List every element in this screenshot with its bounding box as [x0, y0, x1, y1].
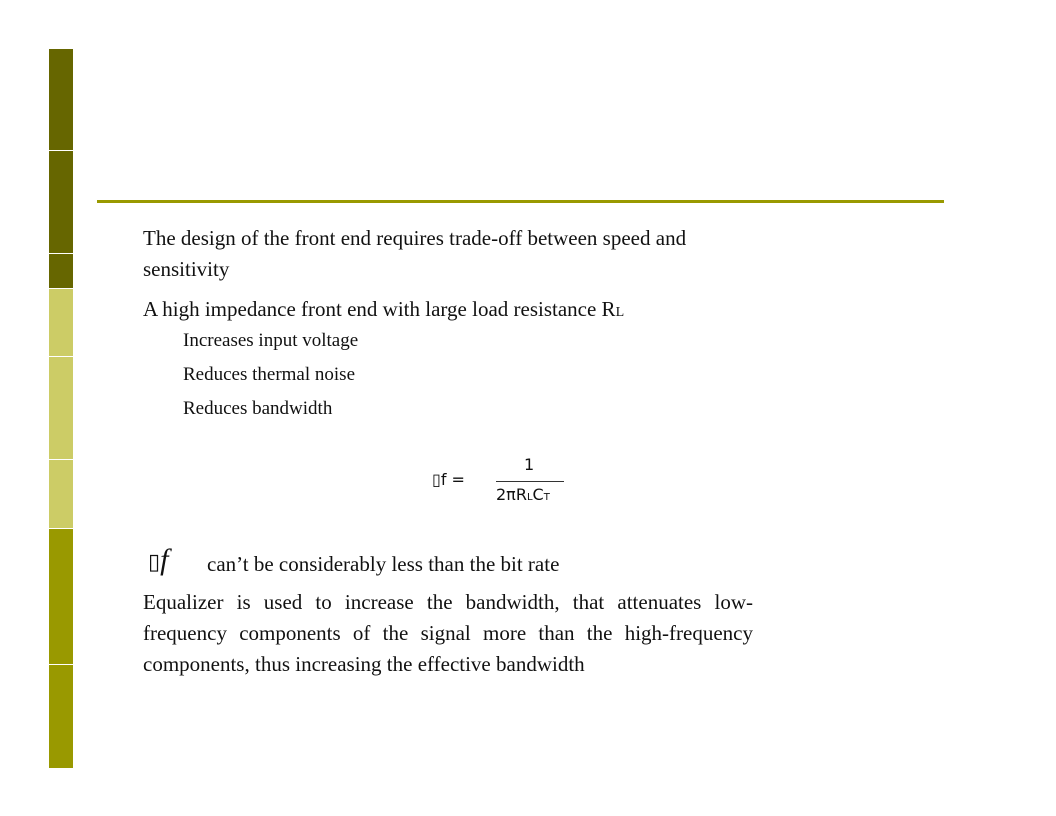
formula-numerator: 1	[524, 455, 535, 474]
delta-icon: ▯	[432, 470, 441, 489]
fraction-bar	[496, 481, 564, 482]
sidebar-block	[49, 289, 73, 356]
formula-den-sub1: L	[526, 492, 533, 503]
formula-lhs	[432, 470, 465, 489]
bandwidth-formula	[432, 450, 572, 510]
formula-den-c: C	[532, 485, 544, 504]
sidebar-block	[49, 49, 73, 150]
formula-den-sub2: T	[543, 492, 550, 503]
sidebar-block	[49, 460, 73, 528]
formula-denominator	[496, 485, 550, 504]
title-divider	[97, 200, 944, 203]
sidebar-block	[49, 151, 73, 253]
bullet-item: Reduces thermal noise	[183, 364, 356, 385]
subscript-l: L	[615, 305, 625, 320]
equalizer-paragraph: Equalizer is used to increase the bandwidth, that attenuates low-frequency components of the signal more than the high-frequency components, thus increasing the effective bandwidth	[143, 590, 753, 676]
sidebar-block	[49, 529, 73, 664]
high-impedance-text: A high impedance front end with large load resistance R	[143, 297, 616, 321]
bit-rate-text: can’t be considerably less than the bit rate	[207, 552, 560, 576]
delta-f-symbol	[148, 543, 168, 577]
sidebar-block	[49, 254, 73, 288]
intro-paragraph: The design of the front end requires trade-off between speed and sensitivity	[143, 226, 687, 281]
formula-lhs-text: f =	[440, 470, 465, 489]
sidebar-decoration	[49, 49, 73, 768]
formula-den-main: 2πR	[496, 485, 527, 504]
bullet-item: Reduces bandwidth	[183, 398, 333, 419]
sidebar-block	[49, 665, 73, 768]
bullet-item: Increases input voltage	[183, 330, 359, 351]
delta-icon: ▯	[148, 549, 161, 574]
high-impedance-paragraph	[143, 294, 783, 328]
delta-f-text: f	[160, 543, 169, 576]
sidebar-block	[49, 357, 73, 459]
